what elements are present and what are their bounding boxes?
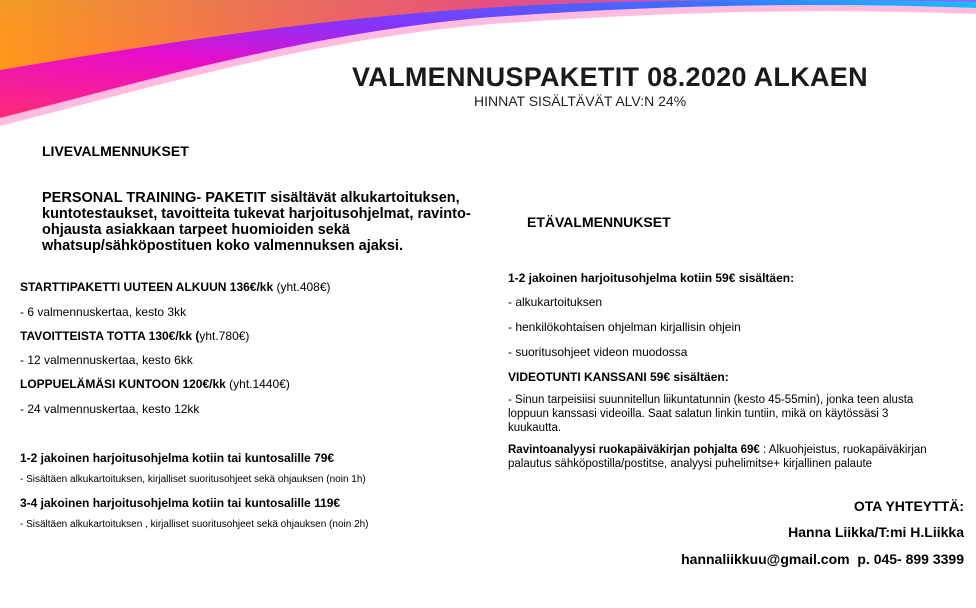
- package-name: STARTTIPAKETTI UUTEEN ALKUUN 136€/kk (yht.408€): [20, 280, 331, 294]
- contact-heading: OTA YHTEYTTÄ:: [853, 498, 964, 514]
- contact-line: [681, 551, 964, 567]
- contact-phone[interactable]: p. 045- 899 3399: [857, 551, 964, 567]
- nutrition-text: Ravintoanalyysi ruokapäiväkirjan pohjalta 69€ : Alkuohjeistus, ruokapäiväkirjan palautus sähköpostilla/postitse, analyysi puhelimitse+ kirjallinen palaute: [508, 444, 927, 470]
- package-detail: - 12 valmennuskertaa, kesto 6kk: [20, 353, 193, 367]
- remote-program-title: 1-2 jakoinen harjoitusohjelma kotiin 59€ sisältäen:: [508, 271, 795, 285]
- program-detail: - Sisältäen alkukartoituksen, kirjalliset suoritusohjeet sekä ohjauksen (noin 1h): [20, 474, 366, 485]
- pt-description: PERSONAL TRAINING- PAKETIT sisältävät alkukartoituksen, kuntotestaukset, tavoitteita tukevat harjoitusohjelmat, ravinto-ohjausta asiakkaan tarpeet huomioiden sekä whatsup/sähköpostituen koko valmennuksen ajaksi.: [42, 190, 471, 254]
- package-detail: - 6 valmennuskertaa, kesto 3kk: [20, 305, 187, 319]
- program-name: 1-2 jakoinen harjoitusohjelma kotiin tai kuntosalille 79€: [20, 451, 335, 465]
- remote-program-item: - suoritusohjeet videon muodossa: [508, 345, 688, 359]
- remote-program-item: - henkilökohtaisen ohjelman kirjallisin ohjein: [508, 320, 741, 334]
- program-name: 3-4 jakoinen harjoitusohjelma kotiin tai kuntosalille 119€: [20, 496, 341, 510]
- package-detail: - 24 valmennuskertaa, kesto 12kk: [20, 402, 200, 416]
- remote-heading: ETÄVALMENNUKSET: [527, 214, 671, 230]
- package-name: LOPPUELÄMÄSI KUNTOON 120€/kk (yht.1440€): [20, 377, 290, 391]
- package-name: TAVOITTEISTA TOTTA 130€/kk (yht.780€): [20, 329, 250, 343]
- live-heading: LIVEVALMENNUKSET: [42, 143, 189, 159]
- page-subtitle: HINNAT SISÄLTÄVÄT ALV:N 24%: [474, 93, 687, 109]
- video-text: - Sinun tarpeisiisi suunnitellun liikuntatunnin (kesto 45-55min), jonka teen alusta loppuun kanssasi videoilla. Saat salatun linkin tuntiin, mikä on käytössäsi 3 kuukautta.: [508, 394, 914, 434]
- contact-email[interactable]: hannaliikkuu@gmail.com: [681, 551, 850, 567]
- remote-program-item: - alkukartoituksen: [508, 295, 603, 309]
- page-title: VALMENNUSPAKETIT 08.2020 ALKAEN: [352, 62, 868, 92]
- program-detail: - Sisältäen alkukartoituksen , kirjalliset suoritusohjeet sekä ohjauksen (noin 2h): [20, 519, 369, 530]
- video-title: VIDEOTUNTI KANSSANI 59€ sisältäen:: [508, 370, 729, 384]
- contact-name: Hanna Liikka/T:mi H.Liikka: [788, 524, 964, 540]
